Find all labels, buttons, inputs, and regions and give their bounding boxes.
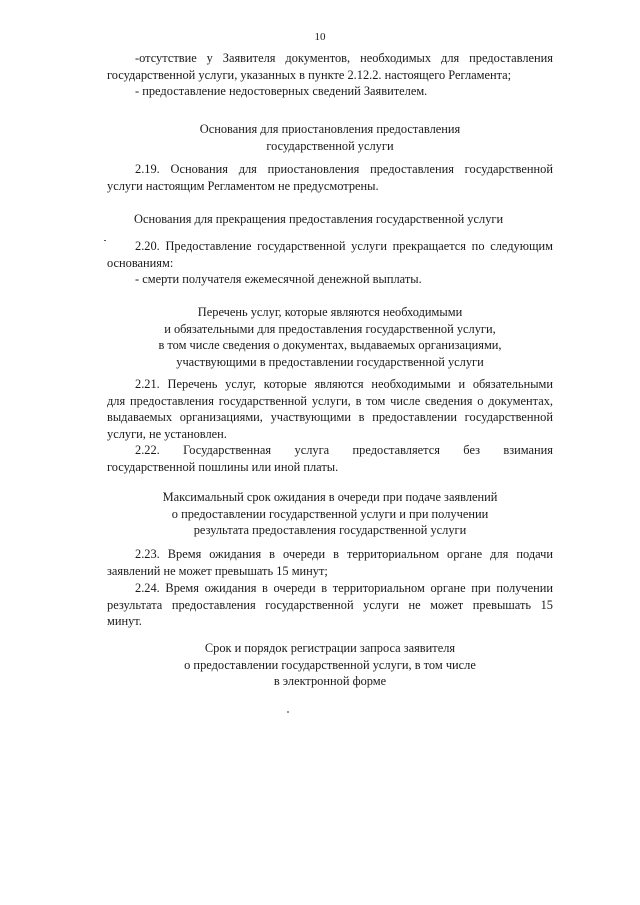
- text-line: 2.24. Время ожидания в очереди в территориальном органе при получении: [135, 581, 553, 595]
- word: Государственная: [183, 443, 272, 457]
- heading-line: Перечень услуг, которые являются необходимыми: [197, 305, 463, 319]
- text-line: заявлений не может превышать 15 минут;: [107, 563, 328, 578]
- page-number: 10: [314, 31, 326, 43]
- text-line: выдаваемых организациями, участвующими в предоставлении государственной: [107, 410, 553, 425]
- text-line: - смерти получателя ежемесячной денежной выплаты.: [135, 272, 422, 287]
- heading-line: о предоставлении государственной услуги и при получении: [171, 506, 489, 521]
- heading-line: участвующими в предоставлении государственной услуги: [176, 354, 484, 369]
- text-line: государственной услуги, указанных в пункте 2.12.2. настоящего Регламента;: [107, 67, 512, 82]
- heading-line: государственной услуги: [266, 138, 394, 153]
- heading-line: результата предоставления государственной услуги: [193, 523, 467, 538]
- paragraph-2-20: [107, 238, 553, 288]
- text-line: 2.20. Предоставление государственной услуги прекращается по следующим: [135, 239, 553, 253]
- word: 2.22.: [135, 443, 160, 457]
- paragraph-2-23: [107, 546, 553, 579]
- word: услуга: [294, 443, 330, 457]
- text-line: 2.19. Основания для приостановления предоставления государственной: [135, 162, 553, 176]
- heading-line: Срок и порядок регистрации запроса заявителя: [204, 641, 456, 655]
- heading-line: и обязательными для предоставления государственной услуги,: [164, 321, 496, 336]
- text-line: услуги настоящим Регламентом не предусмотрены.: [107, 178, 379, 193]
- heading-line: в том числе сведения о документах, выдаваемых организациями,: [158, 338, 502, 353]
- text-line: минут.: [107, 614, 142, 629]
- text-line: - предоставление недостоверных сведений Заявителем.: [135, 84, 428, 99]
- section-heading-termination: [107, 211, 580, 228]
- paragraph-2-19: [107, 161, 553, 194]
- word: без: [463, 443, 480, 457]
- section-heading-required-services: [107, 304, 553, 370]
- scan-speck: [287, 711, 289, 713]
- heading-line: о предоставлении государственной услуги, в том числе: [184, 657, 476, 672]
- section-heading-suspension: [107, 121, 553, 154]
- paragraph-2-22: [107, 442, 553, 475]
- text-line: услуги, не установлен.: [107, 426, 227, 441]
- paragraph-2-21: [107, 376, 553, 442]
- text-line: основаниям:: [107, 255, 174, 270]
- text-line: для предоставления государственной услуги, в том числе сведения о документах,: [107, 393, 553, 408]
- text-line: 2.23. Время ожидания в очереди в территориальном органе для подачи: [135, 547, 553, 561]
- heading-line: Максимальный срок ожидания в очереди при подаче заявлений: [162, 490, 498, 504]
- text-line: 2.21. Перечень услуг, которые являются необходимыми и обязательными: [135, 377, 553, 391]
- section-heading-max-wait: [107, 489, 553, 539]
- word: взимания: [503, 443, 553, 457]
- word: предоставляется: [352, 443, 440, 457]
- text-line: государственной пошлины или иной платы.: [107, 459, 339, 474]
- paragraph-refusal-grounds: [107, 50, 553, 100]
- scan-speck: [104, 240, 106, 241]
- section-heading-registration: [107, 640, 553, 690]
- text-line: результата предоставления государственной услуги не может превышать 15: [107, 597, 553, 612]
- heading-line: в электронной форме: [273, 674, 387, 689]
- heading-line: Основания для приостановления предоставления: [199, 122, 461, 136]
- text-line: -отсутствие у Заявителя документов, необходимых для предоставления: [135, 51, 553, 65]
- spread-line: [107, 442, 553, 459]
- heading-line: Основания для прекращения предоставления государственной услуги: [134, 212, 504, 226]
- paragraph-2-24: [107, 580, 553, 630]
